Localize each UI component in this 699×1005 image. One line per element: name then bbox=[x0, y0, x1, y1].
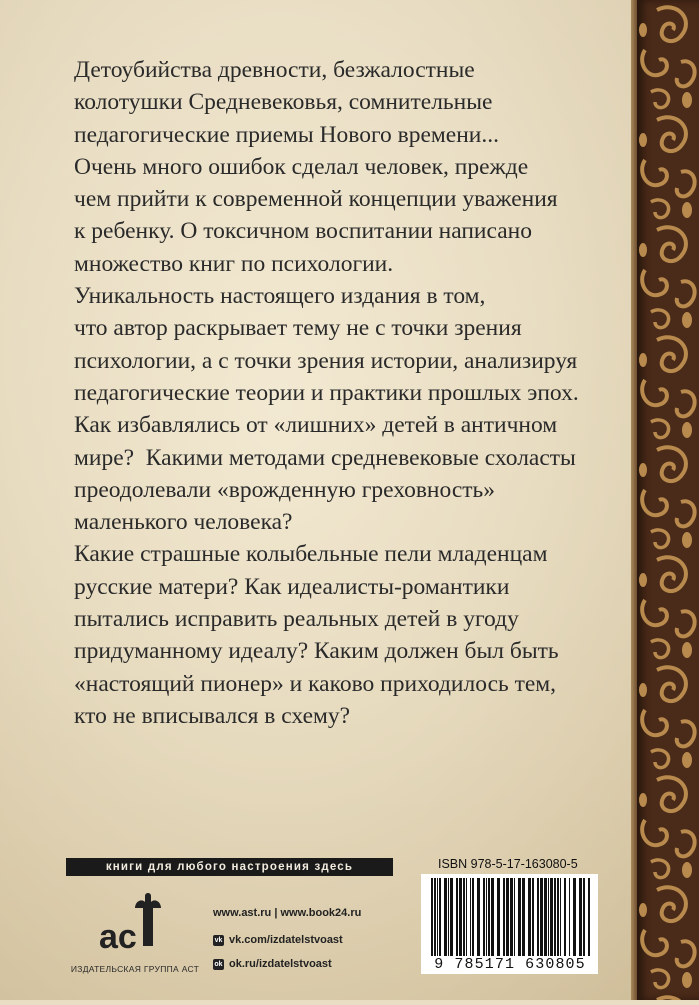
barcode-bar bbox=[550, 878, 553, 956]
barcode-bars bbox=[421, 874, 598, 958]
vk-icon: vk bbox=[214, 936, 223, 944]
barcode-bar bbox=[588, 878, 590, 956]
description-line: педагогические приемы Нового времени... bbox=[74, 121, 499, 148]
description-line: придуманному идеалу? Каким должен был быть bbox=[74, 638, 559, 665]
barcode-bar bbox=[456, 878, 458, 956]
description bbox=[74, 54, 634, 732]
barcode-bar bbox=[537, 878, 539, 956]
barcode-bar bbox=[518, 878, 521, 956]
description-line: кто не вписывался в схему? bbox=[74, 702, 351, 729]
barcode-bar bbox=[459, 878, 462, 956]
vk-row bbox=[213, 931, 413, 949]
description-line: маленького человека? bbox=[74, 509, 293, 536]
description-line: множество книг по психологии. bbox=[74, 250, 394, 277]
description-line: колотушки Средневековья, сомнительные bbox=[74, 89, 493, 116]
barcode-bar bbox=[434, 878, 436, 956]
barcode-bar bbox=[554, 878, 556, 956]
ok-link[interactable]: ok.ru/izdatelstvoast bbox=[229, 958, 332, 970]
ornament-strip bbox=[637, 0, 699, 1000]
barcode-bar bbox=[477, 878, 480, 956]
barcode-bar bbox=[503, 878, 505, 956]
ast-logo-icon bbox=[95, 886, 169, 966]
barcode-bar bbox=[463, 878, 465, 956]
barcode-bar bbox=[488, 878, 490, 956]
description-line: Какие страшные колыбельные пели младенцам bbox=[74, 541, 548, 568]
barcode-bar bbox=[472, 878, 474, 956]
barcode-bar bbox=[528, 878, 531, 956]
barcode-bar bbox=[506, 878, 509, 956]
websites-row bbox=[213, 904, 413, 922]
barcode-bar bbox=[544, 878, 547, 956]
publisher-logo bbox=[95, 886, 169, 966]
slogan-banner: книги для любого настроения здесь bbox=[66, 858, 393, 876]
ok-row bbox=[213, 955, 413, 973]
description-line: «настоящий пионер» и каково приходилось тем, bbox=[74, 670, 557, 697]
description-line: преодолевали «врожденную греховность» bbox=[74, 476, 495, 503]
publisher-links bbox=[213, 904, 413, 979]
barcode-digits: 9 785171 630805 bbox=[424, 956, 596, 973]
barcode-bar bbox=[548, 878, 549, 956]
description-line: педагогические теории и практики прошлых эпох. bbox=[74, 379, 579, 406]
websites-link[interactable]: www.ast.ru | www.book24.ru bbox=[213, 907, 362, 919]
barcode-bar bbox=[514, 878, 515, 956]
barcode-bar bbox=[448, 878, 449, 956]
description-line: чем прийти к современной концепции уважения bbox=[74, 186, 558, 213]
description-line: Очень много ошибок сделал человек, прежде bbox=[74, 153, 529, 180]
ok-icon: ok bbox=[214, 960, 223, 968]
barcode-bar bbox=[483, 878, 485, 956]
barcode-bar bbox=[560, 878, 561, 956]
description-line: что автор раскрывает тему не с точки зрения bbox=[74, 315, 522, 342]
description-line: Детоубийства древности, безжалостные bbox=[74, 57, 475, 83]
ornament-pattern bbox=[637, 0, 699, 1000]
barcode-bar bbox=[431, 878, 433, 956]
logo-text: ac bbox=[99, 918, 137, 956]
description-line: русские матери? Как идеалисты-романтики bbox=[74, 573, 510, 600]
barcode-bar bbox=[557, 878, 559, 956]
barcode-bar bbox=[444, 878, 447, 956]
barcode-bar bbox=[540, 878, 543, 956]
description-line: мире? Какими методами средневековые схоласты bbox=[74, 444, 576, 471]
isbn-label: ISBN 978-5-17-163080-5 bbox=[438, 857, 578, 871]
barcode-bar bbox=[583, 878, 585, 956]
barcode-bar bbox=[497, 878, 500, 956]
description-line: Уникальность настоящего издания в том, bbox=[74, 283, 486, 310]
barcode-bar bbox=[522, 878, 525, 956]
barcode-bar bbox=[466, 878, 467, 956]
barcode-bar bbox=[437, 878, 438, 956]
description-line: к ребенку. О токсичном воспитании написано bbox=[74, 218, 532, 245]
barcode-bar bbox=[569, 878, 570, 956]
barcode-bar bbox=[470, 878, 471, 956]
barcode-bar bbox=[486, 878, 487, 956]
barcode-bar bbox=[532, 878, 534, 956]
barcode-bar bbox=[564, 878, 566, 956]
barcode-bar bbox=[491, 878, 494, 956]
barcode-bar bbox=[573, 878, 576, 956]
description-line: психологии, а с точки зрения истории, анализируя bbox=[74, 347, 578, 374]
barcode-bar bbox=[450, 878, 453, 956]
barcode-bar bbox=[439, 878, 441, 956]
description-line: пытались исправить реальных детей в угоду bbox=[74, 606, 519, 633]
description-line: Как избавлялись от «лишних» детей в античном bbox=[74, 412, 558, 439]
barcode-bar bbox=[579, 878, 582, 956]
vk-link[interactable]: vk.com/izdatelstvoast bbox=[229, 934, 343, 946]
publisher-caption: ИЗДАТЕЛЬСКАЯ ГРУППА АСТ bbox=[70, 964, 200, 974]
barcode-bar bbox=[510, 878, 513, 956]
